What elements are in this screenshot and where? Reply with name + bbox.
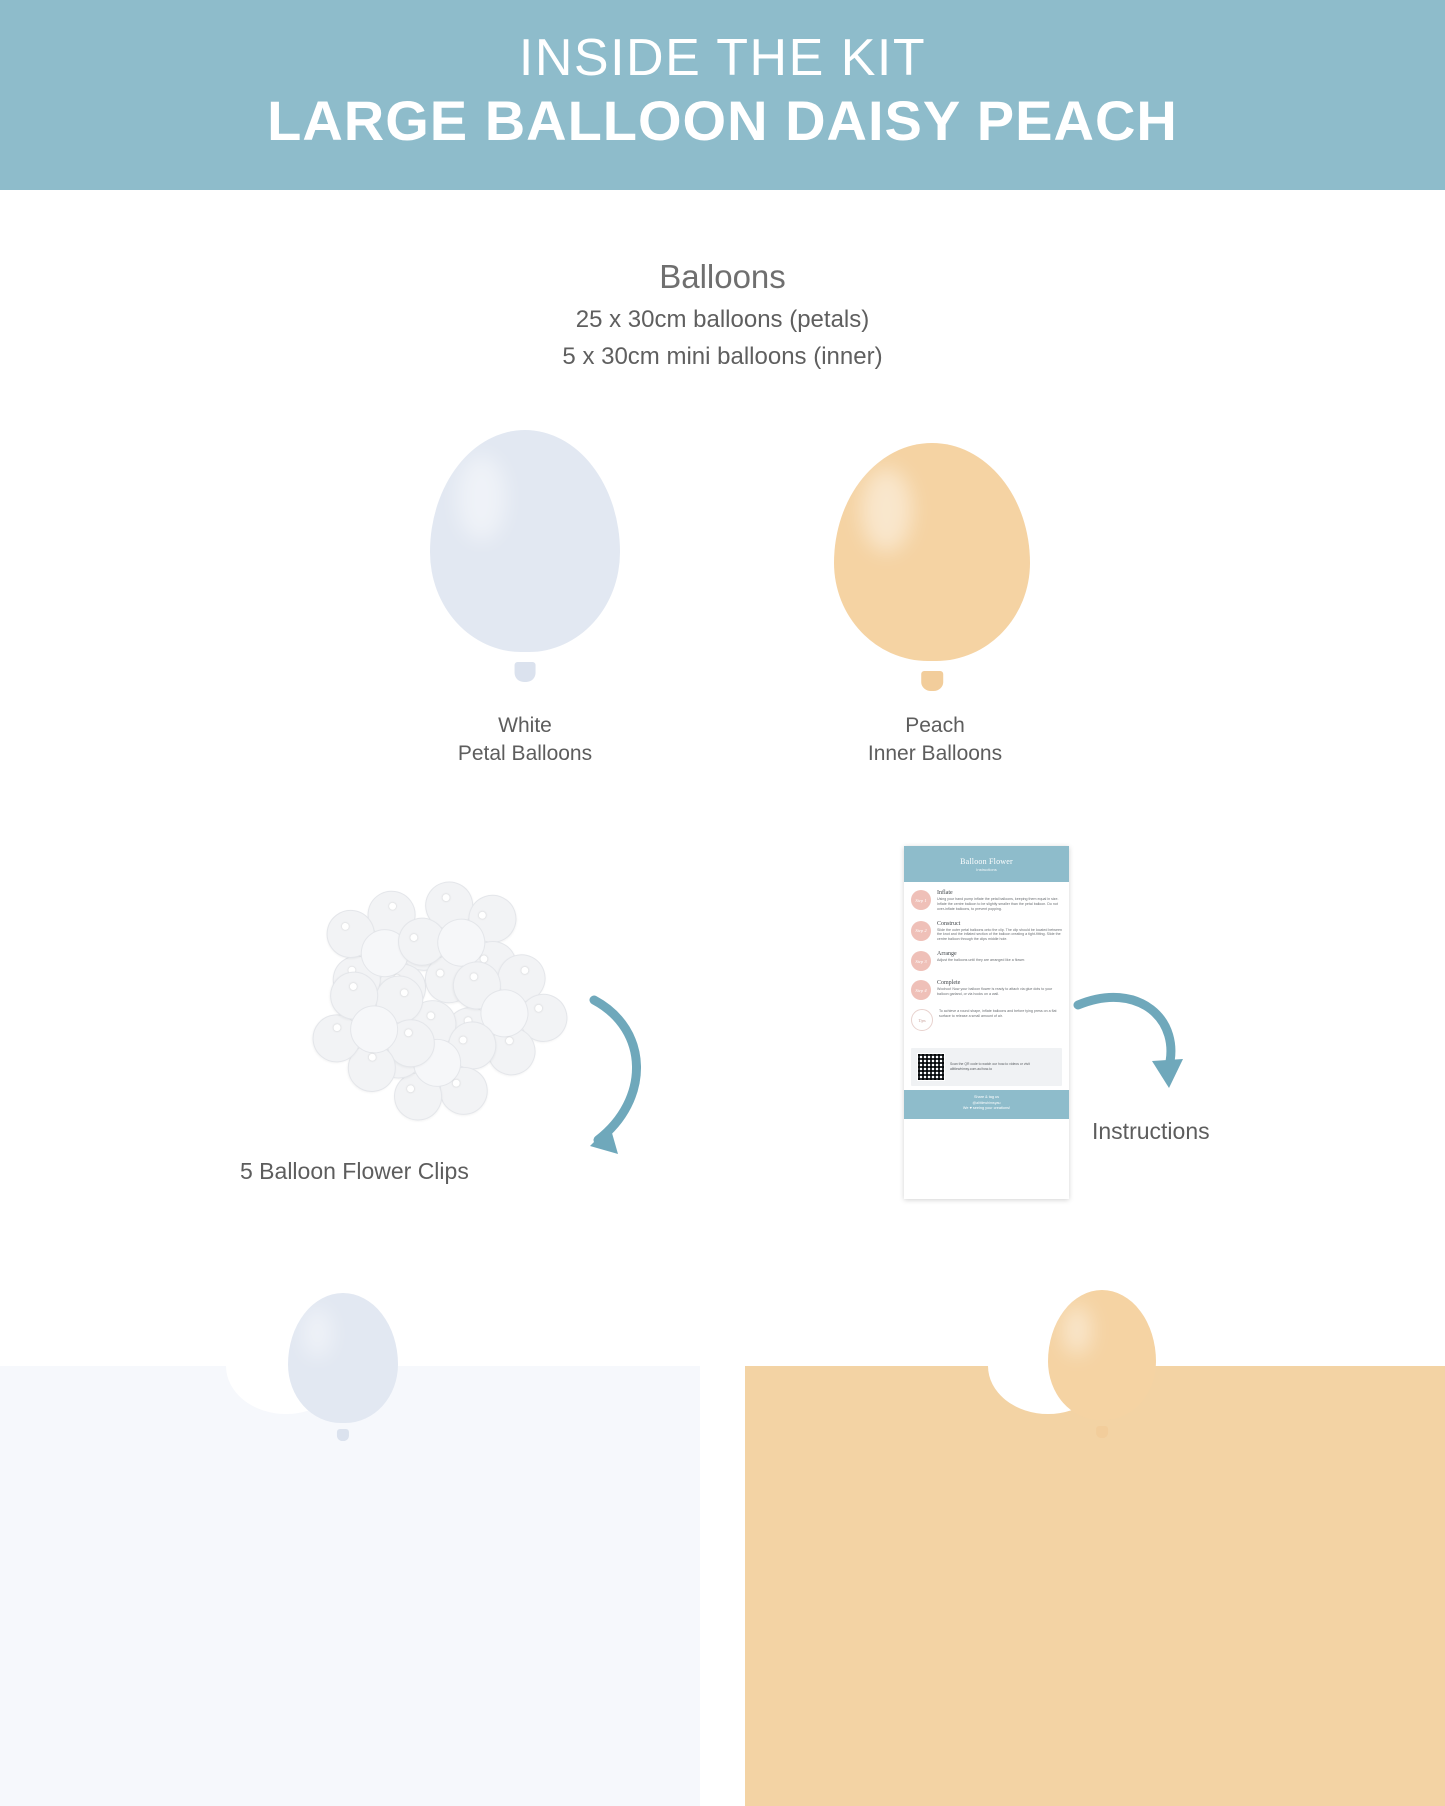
step-body: Woohoo! Now your balloon flower is ready to attach via glue dots to your balloon garland, or via hooks on a wall.	[937, 987, 1053, 996]
balloon-body	[1048, 1290, 1156, 1420]
balloon-neck	[921, 671, 943, 691]
step-title: Complete	[937, 980, 961, 987]
instruction-step	[911, 980, 1062, 1000]
instruction-step	[911, 921, 1062, 943]
balloon-neck	[1096, 1426, 1108, 1438]
step-title: Inflate	[937, 890, 953, 896]
step-title: Arrange	[937, 951, 957, 958]
balloons-count-inner: 5 x 30cm mini balloons (inner)	[562, 343, 883, 370]
clips-label: 5 Balloon Flower Clips	[240, 1158, 469, 1184]
arrow-to-clips	[550, 990, 670, 1180]
step-body: Using your hand pump inflate the petal balloons, keeping them equal in size. Inflate the centre balloon to be slightly smaller than the petal balloon. Do not over-inflate balloons, to prevent popping.	[937, 897, 1059, 911]
card-footer	[904, 1090, 1069, 1119]
white-balloon-caption	[375, 712, 675, 769]
instruction-tips	[911, 1009, 1062, 1031]
balloon-body	[288, 1293, 398, 1423]
instruction-step	[911, 890, 1062, 912]
step-badge: Step 2	[911, 921, 931, 941]
balloon-highlight	[457, 455, 506, 541]
balloon-highlight	[303, 1308, 332, 1358]
step-badge: Step 3	[911, 951, 931, 971]
balloon-neck	[337, 1429, 349, 1441]
social-handle: @alittlewhimsyau	[972, 1100, 1001, 1105]
peach-balloon-swatch-image	[1048, 1290, 1156, 1438]
tips-body: To achieve a round shape, inflate balloons and before tying press on a flat surface to release a small amount of air.	[939, 1009, 1057, 1018]
step-body: Slide the outer petal balloons onto the clip. The clip should be located between the knot and the inflated section of the balloon creating a tight-fitting. Slide the centre balloon through the clips middle hole.	[937, 927, 1063, 942]
white-balloon-swatch-image	[288, 1293, 398, 1441]
tips-badge: Tips	[911, 1009, 933, 1031]
qr-section	[911, 1048, 1062, 1086]
instructions-card-subtitle: Instructions	[976, 866, 997, 872]
section-title-balloons: Balloons	[659, 258, 786, 295]
peach-balloon-caption	[785, 712, 1085, 769]
qr-code-icon	[917, 1053, 945, 1081]
balloons-count-petals: 25 x 30cm balloons (petals)	[575, 306, 870, 333]
instructions-card	[904, 846, 1069, 1199]
balloon-body	[430, 430, 620, 652]
love-message: We ♥ seeing your creations!	[962, 1106, 1011, 1111]
balloon-body	[834, 443, 1030, 661]
step-badge: Step 4	[911, 980, 931, 1000]
step-badge: Step 1	[911, 890, 931, 910]
peach-balloon-caption-line1: Peach	[905, 714, 965, 737]
step-title: Construct	[937, 920, 961, 927]
qr-text: Scan the QR code to watch our how-to videos or visit alittlewhimsy.com.au/how-to	[950, 1062, 1030, 1072]
instruction-step	[911, 951, 1062, 971]
white-balloon-caption-line2: Petal Balloons	[457, 742, 593, 766]
instructions-card-title: Balloon Flower	[960, 856, 1013, 866]
instructions-label: Instructions	[1092, 1118, 1210, 1144]
peach-balloon-caption-line2: Inner Balloons	[867, 742, 1003, 766]
white-petal-balloon-image	[430, 430, 620, 682]
peach-inner-balloon-image	[834, 443, 1030, 691]
arrow-to-instructions	[1068, 975, 1198, 1105]
balloon-highlight	[1063, 1305, 1091, 1355]
step-body: Adjust the balloons until they are arranged like a flower.	[937, 958, 1026, 963]
page-header	[0, 0, 1445, 190]
balloon-neck	[515, 662, 536, 682]
instructions-steps	[904, 882, 1069, 1044]
share-label: Share & tag us	[973, 1095, 1000, 1100]
instructions-card-header	[904, 846, 1069, 882]
white-balloon-caption-line1: White	[498, 714, 552, 737]
header-kit-label: INSIDE THE KIT	[518, 28, 927, 87]
page-title: LARGE BALLOON DAISY PEACH	[267, 89, 1178, 153]
